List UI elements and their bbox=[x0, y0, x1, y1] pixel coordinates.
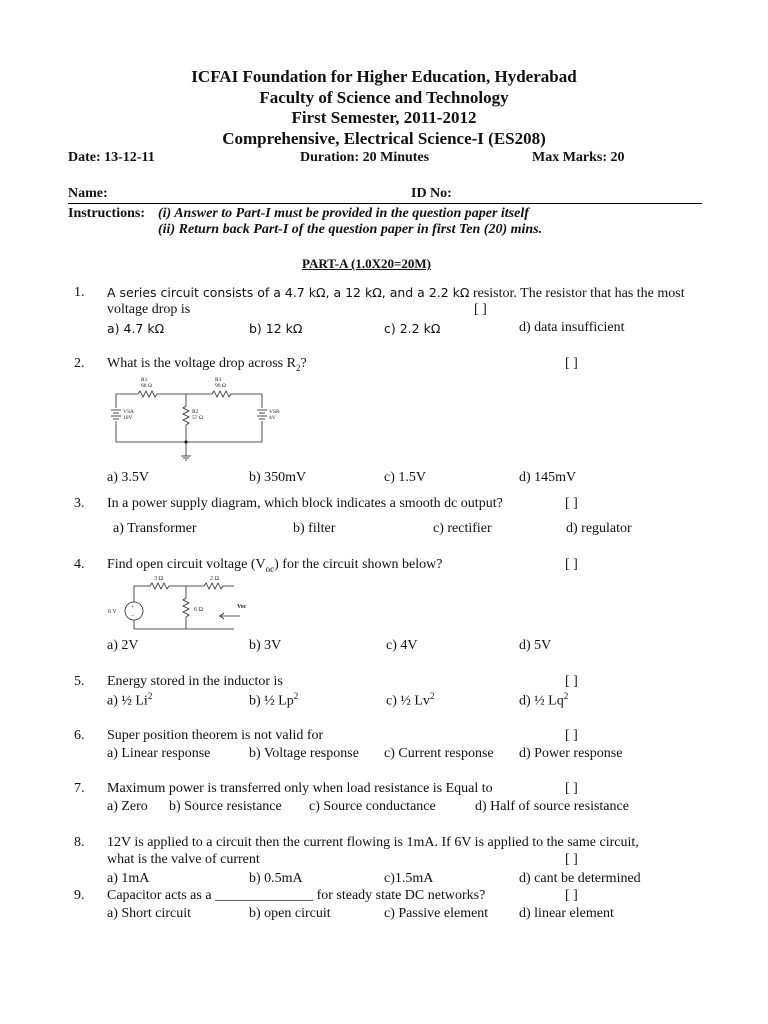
q1-option-a: a) 4.7 kΩ bbox=[107, 321, 165, 336]
q1-option-b: b) 12 kΩ bbox=[249, 321, 303, 336]
q7-option-a: a) Zero bbox=[107, 799, 148, 814]
q9-number: 9. bbox=[74, 888, 85, 903]
q3-option-c: c) rectifier bbox=[433, 521, 492, 536]
instruction-1: (i) Answer to Part-I must be provided in the question paper itself bbox=[158, 206, 529, 221]
q1-option-c: c) 2.2 kΩ bbox=[384, 321, 441, 336]
exam-date: Date: 13-12-11 bbox=[68, 150, 155, 165]
q3-option-a: a) Transformer bbox=[113, 521, 197, 536]
q2-r2-label: R2 bbox=[192, 409, 199, 415]
q8-text: 12V is applied to a circuit then the current flowing is 1mA. If 6V is applied to the same circuit, bbox=[107, 835, 639, 850]
q8-answer-bracket[interactable]: [ ] bbox=[565, 852, 578, 867]
svg-text:−: − bbox=[131, 613, 135, 619]
q4-option-c: c) 4V bbox=[386, 638, 418, 653]
q9-text: Capacitor acts as a ______________ for steady state DC networks? bbox=[107, 888, 486, 903]
q2-answer-bracket[interactable]: [ ] bbox=[565, 356, 578, 371]
exam-duration: Duration: 20 Minutes bbox=[300, 150, 430, 165]
q2-vsb-value: 4V bbox=[269, 415, 276, 421]
q4-r6-label: 6 Ω bbox=[194, 607, 203, 613]
q1-number: 1. bbox=[74, 285, 85, 300]
q2-r3-value: 90 Ω bbox=[215, 383, 226, 389]
instruction-2: (ii) Return back Part-I of the question paper in first Ten (20) mins. bbox=[158, 222, 543, 237]
q7-answer-bracket[interactable]: [ ] bbox=[565, 781, 578, 796]
q6-option-c: c) Current response bbox=[384, 746, 494, 761]
q3-option-b: b) filter bbox=[293, 521, 336, 536]
q4-option-d: d) 5V bbox=[519, 638, 552, 653]
q5-answer-bracket[interactable]: [ ] bbox=[565, 674, 578, 689]
q2-r1-label: R1 bbox=[141, 377, 148, 383]
course-title: Comprehensive, Electrical Science-I (ES208) bbox=[222, 129, 546, 148]
q3-option-d: d) regulator bbox=[566, 521, 632, 536]
q7-option-d: d) Half of source resistance bbox=[475, 799, 629, 814]
institution-title: ICFAI Foundation for Higher Education, Hyderabad bbox=[191, 67, 577, 86]
q6-text: Super position theorem is not valid for bbox=[107, 728, 324, 743]
q1-option-d: d) data insufficient bbox=[519, 320, 625, 335]
semester-title: First Semester, 2011-2012 bbox=[291, 108, 477, 127]
q2-text: What is the voltage drop across $R_2$? bbox=[107, 356, 307, 373]
svg-text:+: + bbox=[131, 605, 135, 611]
q8-option-a: a) 1mA bbox=[107, 871, 150, 886]
q6-option-d: d) Power response bbox=[519, 746, 623, 761]
q1-answer-bracket[interactable]: [ ] bbox=[474, 302, 487, 317]
q4-option-b: b) 3V bbox=[249, 638, 282, 653]
q8-text-line2: what is the valve of current bbox=[107, 852, 260, 867]
q4-option-a: a) 2V bbox=[107, 638, 139, 653]
exam-max-marks: Max Marks: 20 bbox=[532, 150, 625, 165]
q7-option-c: c) Source conductance bbox=[309, 799, 436, 814]
q3-answer-bracket[interactable]: [ ] bbox=[565, 496, 578, 511]
q9-option-a: a) Short circuit bbox=[107, 906, 191, 921]
name-label: Name: bbox=[68, 186, 108, 201]
q4-voc-label: Voc bbox=[237, 604, 247, 610]
q8-option-b: b) 0.5mA bbox=[249, 871, 303, 886]
q2-vsa-label: VSA bbox=[123, 409, 135, 415]
q1-text: A series circuit consists of a 4.7 kΩ, a 12 kΩ, and a 2.2 kΩ resistor. The resistor that has the most bbox=[107, 285, 685, 301]
q5-option-d: d) ½ Lq$^2$ bbox=[519, 691, 569, 709]
q6-option-a: a) Linear response bbox=[107, 746, 211, 761]
q5-option-a: a) ½ Li$^2$ bbox=[107, 691, 153, 709]
q2-r1-value: 68 Ω bbox=[141, 383, 152, 389]
q4-r3-label: 3 Ω bbox=[154, 576, 163, 582]
q8-option-d: d) cant be determined bbox=[519, 871, 641, 886]
q7-number: 7. bbox=[74, 781, 85, 796]
q7-option-b: b) Source resistance bbox=[169, 799, 282, 814]
q8-number: 8. bbox=[74, 835, 85, 850]
q2-vsa-value: 10V bbox=[123, 415, 133, 421]
q5-number: 5. bbox=[74, 674, 85, 689]
q2-vsb-label: VSB bbox=[269, 409, 280, 415]
instructions-label: Instructions: bbox=[68, 206, 146, 221]
q5-text: Energy stored in the inductor is bbox=[107, 674, 283, 689]
q2-number: 2. bbox=[74, 356, 85, 371]
q4-source-label: 6 V bbox=[108, 609, 117, 615]
q8-option-c: c)1.5mA bbox=[384, 871, 434, 886]
q4-circuit-diagram bbox=[104, 572, 254, 632]
q5-option-c: c) ½ Lv$^2$ bbox=[386, 691, 435, 709]
part-title: PART-A (1.0X20=20M) bbox=[302, 256, 431, 271]
q3-text: In a power supply diagram, which block indicates a smooth dc output? bbox=[107, 496, 503, 511]
q2-option-a: a) 3.5V bbox=[107, 470, 149, 485]
q2-r3-label: R3 bbox=[215, 377, 222, 383]
faculty-title: Faculty of Science and Technology bbox=[259, 88, 509, 107]
q4-text: Find open circuit voltage $(V_{oc})$ for the circuit shown below? bbox=[107, 557, 443, 574]
q6-answer-bracket[interactable]: [ ] bbox=[565, 728, 578, 743]
q7-text: Maximum power is transferred only when load resistance is Equal to bbox=[107, 781, 493, 796]
q9-answer-bracket[interactable]: [ ] bbox=[565, 888, 578, 903]
q4-number: 4. bbox=[74, 557, 85, 572]
q6-option-b: b) Voltage response bbox=[249, 746, 359, 761]
q2-circuit-diagram bbox=[100, 372, 290, 468]
q9-option-c: c) Passive element bbox=[384, 906, 489, 921]
q6-number: 6. bbox=[74, 728, 85, 743]
q4-answer-bracket[interactable]: [ ] bbox=[565, 557, 578, 572]
divider bbox=[68, 203, 702, 204]
q1-text-line2: voltage drop is bbox=[107, 302, 191, 317]
q2-option-d: d) 145mV bbox=[519, 470, 577, 485]
q4-r2-label: 2 Ω bbox=[210, 576, 219, 582]
q2-option-b: b) 350mV bbox=[249, 470, 307, 485]
q3-number: 3. bbox=[74, 496, 85, 511]
q5-option-b: b) ½ Lp$^2$ bbox=[249, 691, 299, 709]
id-label: ID No: bbox=[411, 186, 452, 201]
q2-option-c: c) 1.5V bbox=[384, 470, 426, 485]
q9-option-d: d) linear element bbox=[519, 906, 614, 921]
q9-option-b: b) open circuit bbox=[249, 906, 331, 921]
q2-r2-value: 57 Ω bbox=[192, 415, 203, 421]
